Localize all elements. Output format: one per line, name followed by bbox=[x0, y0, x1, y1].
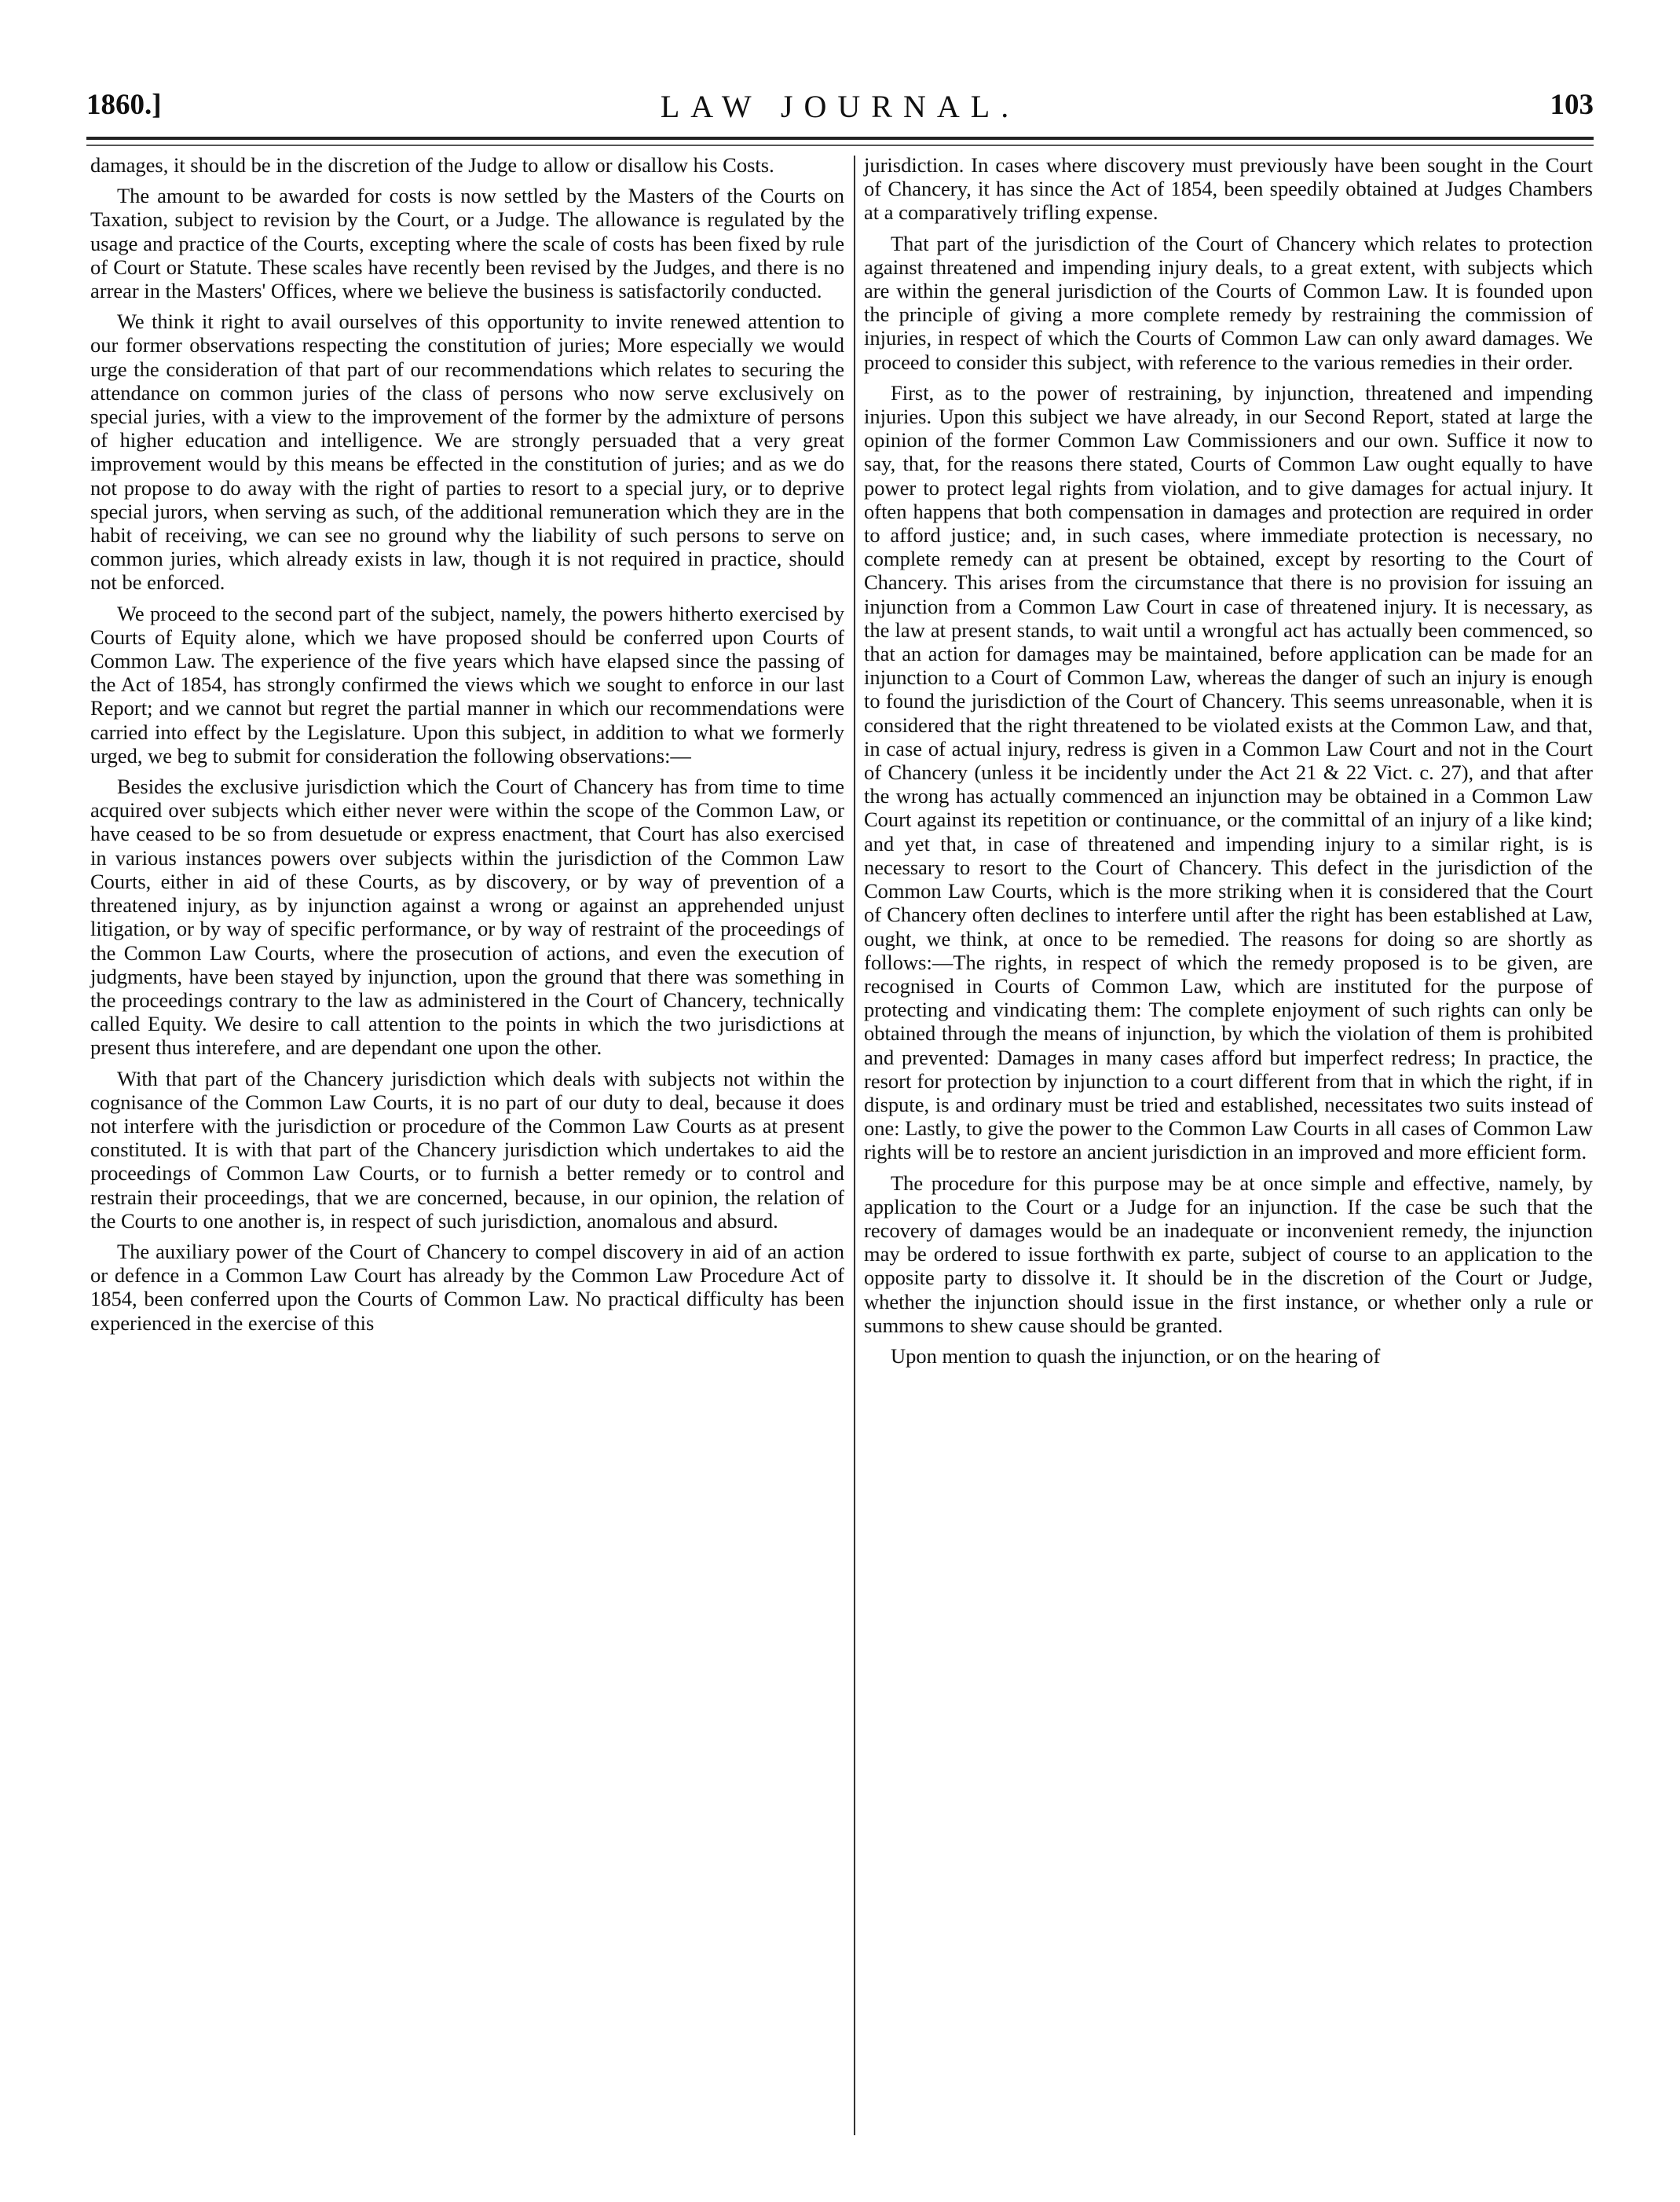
paragraph: The procedure for this purpose may be at once simple and effective, namely, by application to the Court or a Judge for an injunction. If the case be such that the recovery of damages would be an inadequate or inconvenient remedy, the injunction may be ordered to issue forthwith ex parte, subject of course to an application to the opposite party to dissolve it. It should be in the discretion of the Court or Judge, whether the injunction should issue in the first instance, or whether only a rule or summons to shew cause should be granted. bbox=[864, 1171, 1593, 1337]
journal-title: LAW JOURNAL. bbox=[660, 89, 1020, 124]
paragraph: With that part of the Chancery jurisdiction which deals with subjects not within the cognisance of the Common Law Courts, it is no part of our duty to deal, because it does not interfere with the jurisdiction or procedure of the Common Law Courts as at present constituted. It is with that part of the Chancery jurisdiction which undertakes to aid the proceedings of Common Law Courts, or to furnish a better remedy or to control and restrain their proceedings, that we are concerned, because, in our opinion, the relation of the Courts to one another is, in respect of such jurisdiction, anomalous and absurd. bbox=[90, 1066, 844, 1233]
paragraph: That part of the jurisdiction of the Court of Chancery which relates to protection against threatened and impending injury deals, to a great extent, with subjects which are within the general jurisdiction of the Courts of Common Law. It is founded upon the principle of giving a more complete remedy by restraining the commission of injuries, in respect of which the Courts of Common Law can only award damages. We proceed to consider this subject, with reference to the various remedies in their order. bbox=[864, 231, 1593, 374]
paragraph: Besides the exclusive jurisdiction which the Court of Chancery has from time to time acquired over subjects which either never were within the scope of the Common Law, or have ceased to be so from desuetude or express enactment, that Court has also exercised in various instances powers over subjects within the jurisdiction of the Common Law Courts, either in aid of these Courts, as by discovery, or by way of prevention of a threatened injury, as by injunction against a wrong or against an apprehended unjust litigation, or by way of specific performance, or by way of restraint of the proceedings of the Common Law Courts, where the prosecution of actions, and even the execution of judgments, have been stayed by injunction, upon the ground that there was something in the proceedings contrary to the law as administered in the Court of Chancery, technically called Equity. We desire to call attention to the points in which the two jurisdictions at present thus interefere, and are dependant one upon the other. bbox=[90, 775, 844, 1060]
paragraph: Upon mention to quash the injunction, or on the hearing of bbox=[891, 1343, 1381, 1368]
paragraph: We proceed to the second part of the subject, namely, the powers hitherto exercised by Courts of Equity alone, which we have proposed should be conferred upon Courts of Common Law. The experience of the five years which have elapsed since the passing of the Act of 1854, has strongly confirmed the views which we sought to enforce in our last Report; and we cannot but regret the partial manner in which our recommendations were carried into effect by the Legislature. Upon this subject, in addition to what we formerly urged, we beg to submit for consideration the following observations:— bbox=[90, 601, 844, 768]
paragraph: The auxiliary power of the Court of Chancery to compel discovery in aid of an action or defence in a Common Law Court has already by the Common Law Procedure Act of 1854, been conferred upon the Courts of Common Law. No practical difficulty has been experienced in the exercise of this bbox=[90, 1239, 844, 1335]
paragraph: First, as to the power of restraining, by injunction, threatened and impending injuries. Upon this subject we have already, in our Second Report, stated at large the opinion of the former Common Law Commissioners and our own. Suffice it now to say, that, for the reasons there stated, Courts of Common Law ought equally to have power to protect legal rights from violation, and to give damages for actual injury. It often happens that both compensation in damages and protection are required in order to afford justice; and, in such cases, where immediate protection is necessary, no complete remedy can at present be obtained, except by resorting to the Court of Chancery. This arises from the circumstance that there is no provision for issuing an injunction from a Common Law Court in case of threatened injury. It is necessary, as the law at present stands, to wait until a wrongful act has actually been commenced, so that an action for damages may be maintained, before application can be made for an injunction to a Court of Common Law, whereas the danger of such an injury is enough to found the jurisdiction of the Court of Chancery. This seems unreasonable, when it is considered that the right threatened to be violated exists at the Common Law, and that, in case of actual injury, redress is given in a Common Law Court and not in the Court of Chancery (unless it be incidently under the Act 21 & 22 Vict. c. 27), and that after the wrong has actually commenced an injunction may be obtained in a Common Law Court against its repetition or continuance, or the committal of an injury of a like kind; and yet that, in case of threatened and impending injury to a similar right, is is necessary to resort to the Court of Chancery. This defect in the jurisdiction of the Common Law Courts, which is the more striking when it is considered that the Court of Chancery often declines to interfere until after the right has been established at Law, ought, we think, at once to be remedied. The reasons for doing so are shortly as follows:—The rights, in respect of which the remedy proposed is to be given, are recognised in Courts of Common Law, which are instituted for the purpose of protecting and vindicating them: The complete enjoyment of such rights can only be obtained through the means of injunction, by which the violation of them is prohibited and prevented: Damages in many cases afford but imperfect redress; In practice, the resort for protection by injunction to a court different from that in which the right, if in dispute, is and ordinary must be tried and established, necessitates two suits instead of one: Lastly, to give the power to the Common Law Courts in all cases of Common Law rights will be to restore an ancient jurisdiction in an improved and more efficient form. bbox=[864, 380, 1593, 1164]
header-rule-thick bbox=[86, 137, 1594, 140]
header-rule-thin bbox=[86, 145, 1594, 146]
right-column bbox=[864, 153, 1593, 1375]
paragraph: jurisdiction. In cases where discovery must previously have been sought in the Court of Chancery, it has since the Act of 1854, been speedily obtained at Judges Chambers at a comparatively trifling expense. bbox=[864, 153, 1593, 225]
running-header bbox=[86, 88, 1594, 135]
paragraph: The amount to be awarded for costs is now settled by the Masters of the Courts on Taxation, subject to revision by the Court, or a Judge. The allowance is regulated by the usage and practice of the Courts, excepting where the scale of costs has been fixed by rule of Court or Statute. These scales have recently been revised by the Judges, and there is no arrear in the Masters' Offices, where we believe the business is satisfactorily conducted. bbox=[90, 184, 844, 303]
header-year: 1860.] bbox=[86, 89, 162, 121]
paragraph: We think it right to avail ourselves of this opportunity to invite renewed attention to our former observations respecting the constitution of juries; More especially we would urge the consideration of that part of our recommendations which relates to securing the attendance on common juries of the class of persons who now serve exclusively on special juries, with a view to the improvement of the former by the admixture of persons of higher education and intelligence. We are strongly persuaded that a very great improvement would by this means be effected in the constitution of juries; and as we do not propose to do away with the right of parties to resort to a special jury, or to deprive special jurors, when serving as such, of the additional remuneration which they are in the habit of receiving, we can see no ground why the liability of such persons to serve on common juries, which already exists in law, though it is not required in practice, should not be enforced. bbox=[90, 310, 844, 595]
page-number: 103 bbox=[1550, 89, 1594, 121]
column-divider bbox=[854, 156, 855, 2135]
paragraph: damages, it should be in the discretion of the Judge to allow or disallow his Costs. bbox=[90, 153, 774, 177]
left-column bbox=[90, 153, 844, 1342]
